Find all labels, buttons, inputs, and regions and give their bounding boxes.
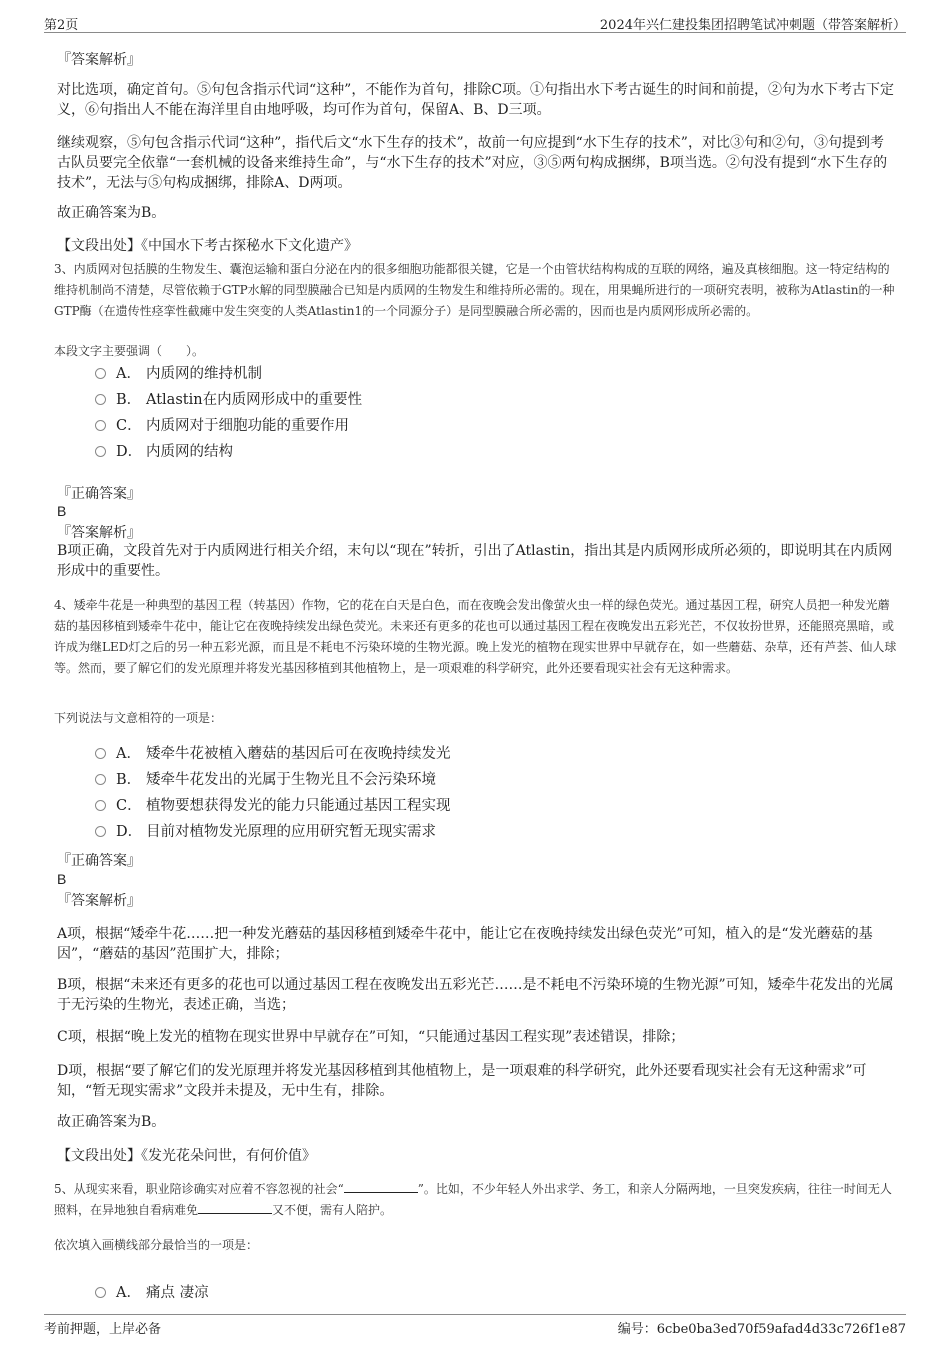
q4-analysis-a: A项，根据“矮牵牛花……把一种发光蘑菇的基因移植到矮牵牛花中，能让它在夜晚持续发出绿色荧光”可知，植入的是“发光蘑菇的基因”，“蘑菇的基因”范围扩大，排除； — [57, 926, 873, 962]
q3-option-c[interactable]: C． 内质网对于细胞功能的重要作用 — [95, 416, 349, 436]
q3-prompt: 本段文字主要强调（ ）。 — [54, 344, 205, 358]
q2-conclusion: 故正确答案为B。 — [57, 205, 166, 221]
q4-conclusion: 故正确答案为B。 — [57, 1114, 166, 1130]
q3-analysis: B项正确，文段首先对于内质网进行相关介绍，末句以“现在”转折，引出了Atlastin，指出其是内质网形成所必须的，即说明其在内质网形成中的重要性。 — [57, 543, 893, 579]
footer-slogan: 考前押题，上岸必备 — [44, 1322, 162, 1337]
q4-option-c[interactable]: C． 植物要想获得发光的能力只能通过基因工程实现 — [95, 796, 451, 816]
q3-analysis-label: 『答案解析』 — [57, 525, 141, 541]
document-title: 2024年兴仁建投集团招聘笔试冲刺题（带答案解析） — [599, 18, 906, 33]
q4-prompt: 下列说法与文意相符的一项是： — [54, 711, 223, 725]
q4-correct-answer: B — [57, 871, 67, 887]
q5-prompt: 依次填入画横线部分最恰当的一项是： — [54, 1238, 259, 1252]
q3-option-a[interactable]: A． 内质网的维持机制 — [95, 364, 262, 384]
blank-line — [198, 1202, 272, 1214]
q4-stem: 4、矮牵牛花是一种典型的基因工程（转基因）作物，它的花在白天是白色，而在夜晚会发出像萤火虫一样的绿色荧光。通过基因工程，研究人员把一种发光蘑菇的基因移植到矮牵牛花中，能让它在夜晚持续发出绿色荧光。未来还有更多的花也可以通过基因工程在夜晚发出五彩光芒，不仅妆扮世界，还能照亮黑暗，或许成为继LED灯之后的另一种五彩光源，而且是不耗电不污染环境的生物光源。晚上发光的植物在现实世界中早就存在，如一些蘑菇、杂草，还有芦荟、仙人球等。然而，要了解它们的发光原理并将发光基因移植到其他植物上，是一项艰难的科学研究，此外还要看现实社会有无这种需求。 — [54, 598, 897, 675]
q3-stem: 3、内质网对包括膜的生物发生、囊泡运输和蛋白分泌在内的很多细胞功能都很关键，它是一个由管状结构构成的互联的网络，遍及真核细胞。这一特定结构的维持机制尚不清楚，尽管依赖于GTP水解的同型膜融合已知是内质网的生物发生和维持所必需的。现在，用果蝇所进行的一项研究表明，被称为Atlastin的一种GTP酶（在遗传性痉挛性截瘫中发生突变的人类Atlastin1的一个同源分子）是同型膜融合所必需的，因而也是内质网形成所必需的。 — [54, 262, 895, 318]
radio-icon[interactable] — [95, 446, 106, 457]
q4-correct-label: 『正确答案』 — [57, 853, 141, 869]
q4-option-a[interactable]: A． 矮牵牛花被植入蘑菇的基因后可在夜晚持续发光 — [95, 744, 451, 764]
q4-option-b[interactable]: B． 矮牵牛花发出的光属于生物光且不会污染环境 — [95, 770, 436, 790]
radio-icon[interactable] — [95, 826, 106, 837]
q2-analysis-paragraph-2: 继续观察，⑤句包含指示代词“这种”，指代后文“水下生存的技术”，故前一句应提到“水下生存的技术”，对比③句和②句，③句提到考古队员要完全依靠“一套机械的设备来维持生命”，与“水下生存的技术”对应，③⑤两句构成捆绑，B项当选。②句没有提到“水下生存的技术”，无法与⑤句构成捆绑，排除A、D两项。 — [57, 135, 888, 191]
q4-source: 【文段出处】《发光花朵问世，有何价值》 — [57, 1148, 316, 1164]
document-id: 编号：6cbe0ba3ed70f59afad4d33c726f1e87 — [617, 1322, 906, 1337]
page-header — [44, 12, 906, 33]
radio-icon[interactable] — [95, 394, 106, 405]
q2-source: 【文段出处】《中国水下考古探秘水下文化遗产》 — [57, 238, 358, 254]
page-number: 第2页 — [44, 18, 79, 33]
q4-analysis-c: C项，根据“晚上发光的植物在现实世界中早就存在”可知，“只能通过基因工程实现”表述错误，排除； — [57, 1029, 685, 1045]
radio-icon[interactable] — [95, 774, 106, 785]
q3-option-b[interactable]: B． Atlastin在内质网形成中的重要性 — [95, 390, 362, 410]
q5-option-a[interactable]: A． 痛点 凄凉 — [95, 1283, 209, 1303]
q3-option-d[interactable]: D． 内质网的结构 — [95, 442, 233, 462]
radio-icon[interactable] — [95, 800, 106, 811]
q4-analysis-d: D项，根据“要了解它们的发光原理并将发光基因移植到其他植物上，是一项艰难的科学研究，此外还要看现实社会有无这种需求”可知，“暂无现实需求”文段并未提及，无中生有，排除。 — [57, 1063, 867, 1099]
q3-correct-answer: B — [57, 503, 67, 519]
radio-icon[interactable] — [95, 368, 106, 379]
q2-analysis-label: 『答案解析』 — [57, 52, 141, 68]
q3-correct-label: 『正确答案』 — [57, 486, 141, 502]
radio-icon[interactable] — [95, 748, 106, 759]
q4-analysis-label: 『答案解析』 — [57, 893, 141, 909]
radio-icon[interactable] — [95, 420, 106, 431]
q2-analysis-paragraph-1: 对比选项，确定首句。⑤句包含指示代词“这种”，不能作为首句，排除C项。①句指出水下考古诞生的时间和前提，②句为水下考古下定义，⑥句指出人不能在海洋里自由地呼吸，均可作为首句，保留A、B、D三项。 — [57, 82, 895, 118]
blank-line — [344, 1181, 418, 1193]
radio-icon[interactable] — [95, 1287, 106, 1298]
q4-analysis-b: B项，根据“未来还有更多的花也可以通过基因工程在夜晚发出五彩光芒……是不耗电不污染环境的生物光源”可知，矮牵牛花发出的光属于无污染的生物光，表述正确，当选； — [57, 977, 894, 1013]
page-footer — [44, 1314, 906, 1337]
q5-stem: 5、从现实来看，职业陪诊确实对应着不容忽视的社会“ ”。比如，不少年轻人外出求学、务工，和亲人分隔两地，一旦突发疾病，往往一时间无人照料，在异地独自看病难免 又不便，需有人陪护。 — [54, 1182, 892, 1217]
q4-option-d[interactable]: D． 目前对植物发光原理的应用研究暂无现实需求 — [95, 822, 436, 842]
